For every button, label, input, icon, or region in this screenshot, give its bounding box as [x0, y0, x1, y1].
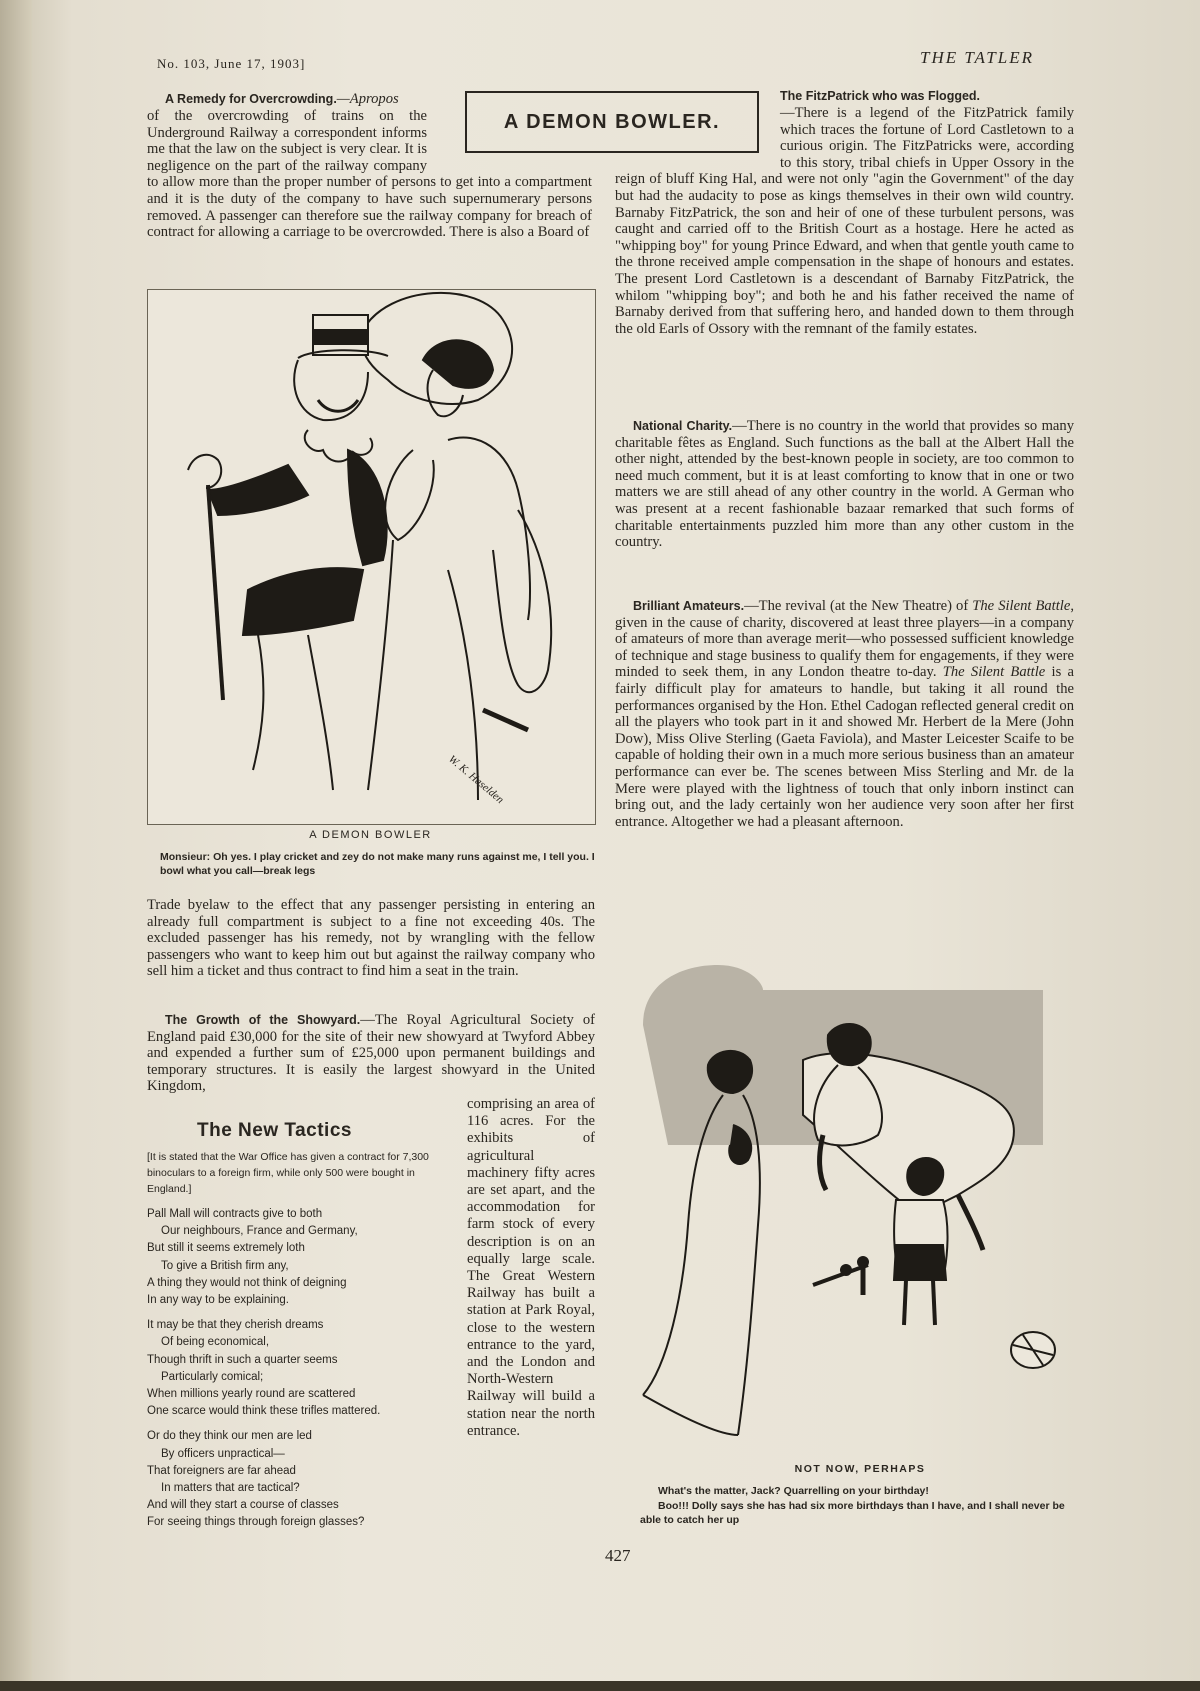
birthday-illustration: [638, 965, 1082, 1455]
poem-title: The New Tactics: [197, 1120, 352, 1141]
fitzpatrick-article-top: [780, 88, 1074, 105]
demon-bowler-caption-title: A DEMON BOWLER: [309, 829, 432, 841]
amateurs-article: Brilliant Amateurs.—The revival (at the New Theatre) of The Silent Battle, given in the cause of charity, discovered at least three players—in a company of amateurs of more than average merit—who possessed sufficient knowledge of technique and stage business to qualify them for engagements, if they were minded to seek them, in any London theatre to-day. The Silent Battle is a fairly difficult play for amateurs to handle, but taking it all round the performances organised by the Hon. Ethel Cadogan reflected general credit on all the players who took part in it and showed Mr. Herbert de la Mere (John Dow), Miss Olive Sterling (Gaeta Faviola), and Master Leicester Scaife to be capable of holding their own in a much more serious business than an amateur performance can ever be. The scenes between Miss Sterling and Mr. de la Mere were played with the lightness of touch that only inborn instinct can bring out, and the lady certainly won her audience very soon after her first entrance. Altogether we had a pleasant afternoon.: [615, 598, 1074, 830]
demon-bowler-caption: Monsieur: Oh yes. I play cricket and zey do not make many runs against me, I tell you. I bowl what you call—break legs: [160, 851, 595, 877]
fitzpatrick-body: —There is a legend of the FitzPatrick family which traces the fortune of Lord Castletown to a curious origin. The FitzPatricks were, according to this story, tribal chiefs in Upper Ossory in the reign of bluff King Hal, and were not only "agin the Government" of the day but had the audacity to pose as kings themselves in their own wild country. Barnaby FitzPatrick, the son and heir of one of these turbulent persons, was caught and carried off to the British Court as a hostage. Here he acted as "whipping boy" for young Prince Edward, and when that gentle youth came to the throne received ample compensation in the shape of honours and estates. The present Lord Castletown is a descendant of Barnaby FitzPatrick, the whilom "whipping boy"; and both he and his father received the name of Barnaby derived from that suffering hero, and handed down to them through the old Earls of Ossory with the remnant of the family estates.: [615, 105, 1074, 337]
showyard-heading: The Growth of the Showyard.: [165, 1013, 361, 1027]
trade-byelaw-text: Trade byelaw to the effect that any passenger persisting in entering an already full compartment is subject to a fine not exceeding 40s. The excluded passenger has his remedy, not by wrangling with the fellow passengers who want to keep him out but against the railway company who sell him a ticket and thus contract to find him a seat in the train.: [147, 897, 595, 980]
poem-stanza: Pall Mall will contracts give to both Our neighbours, France and Germany, But still it seems extremely loth To give a British firm any, A thing they would not think of deigning In any way to be explaining.: [147, 1208, 358, 1307]
poem-body: [147, 1206, 457, 1540]
birthday-caption-title: NOT NOW, PERHAPS: [794, 1463, 926, 1475]
magazine-title: THE TATLER: [920, 48, 1034, 67]
birthday-caption-line-2: Boo!!! Dolly says she has had six more birthdays than I have, and I shall never be able to catch her up: [640, 1500, 1065, 1526]
artist-signature: W. K. Haselden: [446, 753, 506, 807]
poem-stanza: Or do they think our men are led By officers unpractical— That foreigners are far ahead In matters that are tactical? And will they start a course of classes For seeing things through foreign glasses?: [147, 1430, 365, 1529]
remedy-body: of the overcrowding of trains on the Underground Railway a correspondent informs me that the law on the subject is very clear. It is negligence on the part of the railway company to allow more than the proper number of persons to get into a compartment and it is the duty of the company to have such supernumerary persons removed. A passenger can therefore sue the railway company for breach of contract for allowing a carriage to be overcrowded. There is also a Board of: [147, 108, 592, 241]
remedy-heading: A Remedy for Overcrowding.: [165, 92, 337, 106]
showyard-continued: comprising an area of 116 acres. For the exhibits of agricultural machinery fifty acres are set apart, and the accommodation for farm stock of every description is on an equally large scale. The Great Western Railway has built a station at Park Royal, close to the western entrance to the yard, and the London and North-Western Railway will build a station near the north entrance.: [467, 1096, 595, 1439]
page-number: 427: [605, 1546, 631, 1565]
issue-line: No. 103, June 17, 1903]: [157, 56, 306, 71]
article-title-box: A DEMON BOWLER.: [465, 91, 759, 153]
remedy-article-top: A Remedy for Overcrowding.—Apropos: [165, 91, 399, 107]
page-edge-shadow: [0, 1681, 1200, 1691]
cartoon-nursery-scene: [638, 965, 1082, 1455]
showyard-article: The Growth of the Showyard.—The Royal Agricultural Society of England paid £30,000 for the site of their new showyard at Twyford Abbey and expended a further sum of £25,000 upon permanent buildings and temporary structures. It is easily the largest showyard in the United Kingdom,: [147, 1012, 595, 1095]
charity-article: National Charity.—There is no country in the world that provides so many charitable fêtes as England. Such functions as the ball at the Albert Hall the other night, attended by the best-known people in society, are too common to need much comment, but it is at least comforting to know that in one or two matters we are still ahead of any other country in the world. A German who was present at a recent fashionable bazaar remarked that such forms of charitable entertainments puzzled him more than any other custom in the country.: [615, 418, 1074, 551]
birthday-caption-line-1: What's the matter, Jack? Quarrelling on your birthday!: [658, 1485, 929, 1497]
poem-editorial-note: [It is stated that the War Office has given a contract for 7,300 binoculars to a foreign firm, while only 500 were bought in England.]: [147, 1151, 429, 1195]
charity-heading: National Charity.: [633, 419, 733, 433]
demon-bowler-illustration: [147, 289, 596, 825]
fitzpatrick-heading: The FitzPatrick who was Flogged.: [780, 89, 981, 103]
poem-stanza: It may be that they cherish dreams Of being economical, Though thrift in such a quarter seems Particularly comical; When millions yearly round are scattered One scarce would think these trifles mattered.: [147, 1319, 381, 1418]
binding-shadow: [0, 0, 32, 1691]
fitzpatrick-article: [615, 105, 1074, 337]
amateurs-heading: Brilliant Amateurs.: [633, 599, 745, 613]
cartoon-gentleman-and-lady: [148, 290, 593, 822]
